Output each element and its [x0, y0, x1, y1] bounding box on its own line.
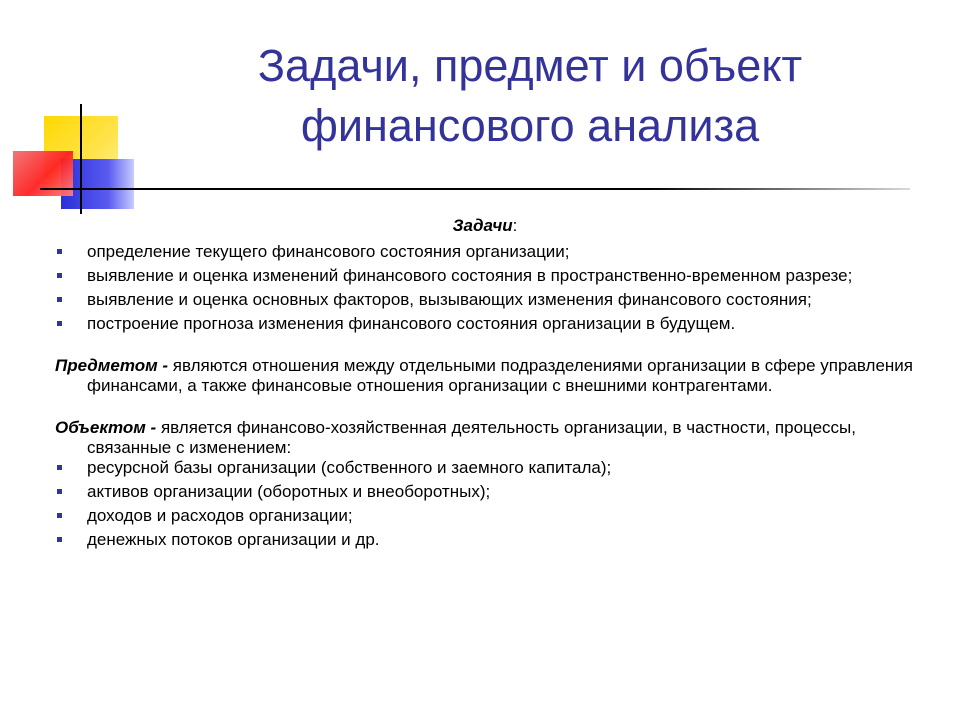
list-item-text: построение прогноза изменения финансового состояния организации в будущем.	[87, 314, 736, 333]
title-underline	[40, 188, 910, 190]
tasks-list	[55, 242, 915, 334]
subject-lead: Предметом -	[55, 356, 169, 375]
slide-body	[55, 216, 915, 554]
tasks-heading	[55, 216, 915, 236]
object-text: является финансово-хозяйственная деятельность организации, в частности, процессы, связанные с изменением:	[87, 418, 856, 457]
list-item	[55, 506, 915, 526]
slide-title: Задачи, предмет и объект финансового анализа	[257, 40, 803, 151]
bullet-icon	[57, 537, 62, 542]
list-item	[55, 458, 915, 478]
subject-paragraph	[55, 356, 915, 396]
bullet-icon	[57, 465, 62, 470]
list-item-text: ресурсной базы организации (собственного и заемного капитала);	[87, 458, 612, 477]
bullet-icon	[57, 249, 62, 254]
bullet-icon	[57, 321, 62, 326]
bullet-icon	[57, 297, 62, 302]
bullet-icon	[57, 513, 62, 518]
list-item	[55, 290, 915, 310]
subject-text: являются отношения между отдельными подразделениями организации в сфере управления финансами, а также финансовые отношения организации с внешними контрагентами.	[87, 356, 913, 395]
bullet-icon	[57, 273, 62, 278]
list-item-text: выявление и оценка основных факторов, вызывающих изменения финансового состояния;	[87, 290, 812, 309]
list-item	[55, 482, 915, 502]
list-item	[55, 242, 915, 262]
list-item	[55, 266, 915, 286]
object-list	[55, 458, 915, 550]
object-lead: Объектом -	[55, 418, 157, 437]
list-item-text: выявление и оценка изменений финансового состояния в пространственно-временном разрезе;	[87, 266, 853, 285]
list-item-text: определение текущего финансового состояния организации;	[87, 242, 570, 261]
list-item-text: активов организации (оборотных и внеоборотных);	[87, 482, 491, 501]
list-item-text: доходов и расходов организации;	[87, 506, 353, 525]
list-item	[55, 314, 915, 334]
bullet-icon	[57, 489, 62, 494]
tasks-heading-colon: :	[512, 216, 518, 235]
list-item-text: денежных потоков организации и др.	[87, 530, 380, 549]
object-paragraph	[55, 418, 915, 458]
list-item	[55, 530, 915, 550]
tasks-heading-text: Задачи	[452, 216, 513, 235]
decor-vertical-line	[80, 104, 82, 214]
